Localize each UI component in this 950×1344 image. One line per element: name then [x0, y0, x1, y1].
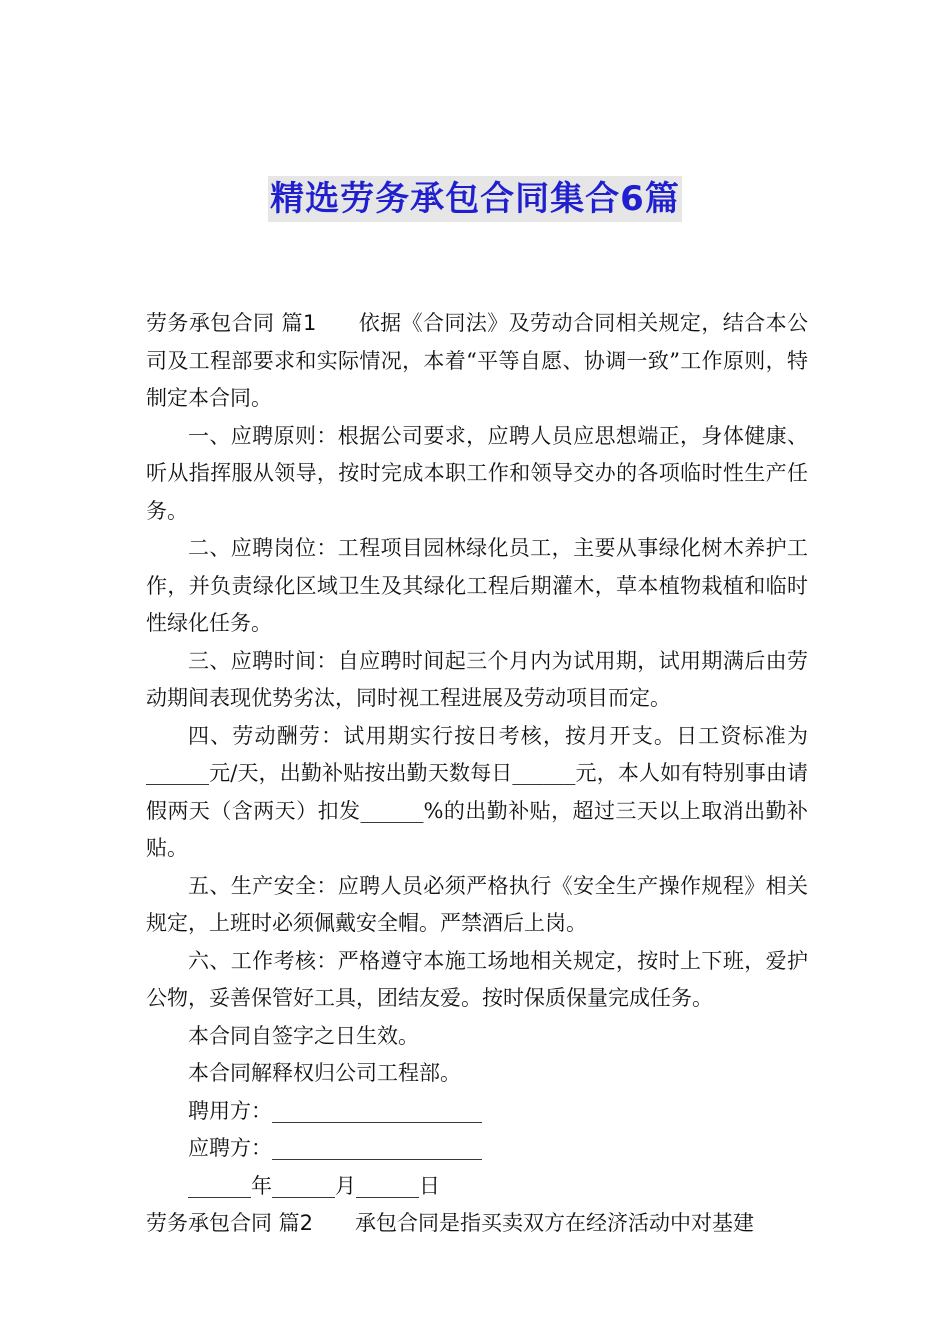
- section-2-intro: 承包合同是指买卖双方在经济活动中对基建: [355, 1211, 755, 1235]
- clause-2: 二、应聘岗位：工程项目园林绿化员工，主要从事绿化树木养护工作，并负责绿化区域卫生及其绿化工程后期灌木，草本植物栽植和临时性绿化任务。: [146, 536, 808, 635]
- document-body: [146, 305, 808, 1243]
- section-1-heading: 劳务承包合同 篇1: [146, 311, 317, 335]
- title-block: [0, 176, 950, 222]
- interpretation-clause: 本合同解释权归公司工程部。: [188, 1061, 461, 1085]
- section-1-intro: 依据《合同法》及劳动合同相关规定，结合本公司及工程部要求和实际情况，本着“平等自愿、协调一致”工作原则，特制定本合同。: [146, 311, 808, 410]
- clause-6: 六、工作考核：严格遵守本施工场地相关规定，按时上下班，爱护公物，妥善保管好工具，团结友爱。按时保质保量完成任务。: [146, 948, 808, 1010]
- date-line: ______年______月______日: [188, 1173, 440, 1198]
- section-2-heading: 劳务承包合同 篇2: [146, 1211, 314, 1235]
- effective-clause: 本合同自签字之日生效。: [188, 1023, 419, 1048]
- employer-signature-line: 聘用方：____________________: [188, 1098, 482, 1123]
- clause-1: 一、应聘原则：根据公司要求，应聘人员应思想端正，身体健康、听从指挥服从领导，按时完成本职工作和领导交办的各项临时性生产任务。: [146, 423, 808, 523]
- clause-5: 五、生产安全：应聘人员必须严格执行《安全生产操作规程》相关规定，上班时必须佩戴安全帽。严禁酒后上岗。: [146, 873, 808, 935]
- section-1-paragraph: [146, 305, 808, 418]
- document-title: 精选劳务承包合同集合6篇: [268, 176, 682, 222]
- employee-signature-line: 应聘方：____________________: [188, 1136, 482, 1160]
- clause-4: 四、劳动酬劳：试用期实行按日考核，按月开支。日工资标准为______元/天，出勤补贴按出勤天数每日______元，本人如有特别事由请假两天（含两天）扣发______%的出勤补贴，超过三天以上取消出勤补贴。: [146, 723, 808, 860]
- clause-3: 三、应聘时间：自应聘时间起三个月内为试用期，试用期满后由劳动期间表现优势劣汰，同时视工程进展及劳动项目而定。: [146, 648, 808, 710]
- section-2-paragraph: [146, 1205, 808, 1243]
